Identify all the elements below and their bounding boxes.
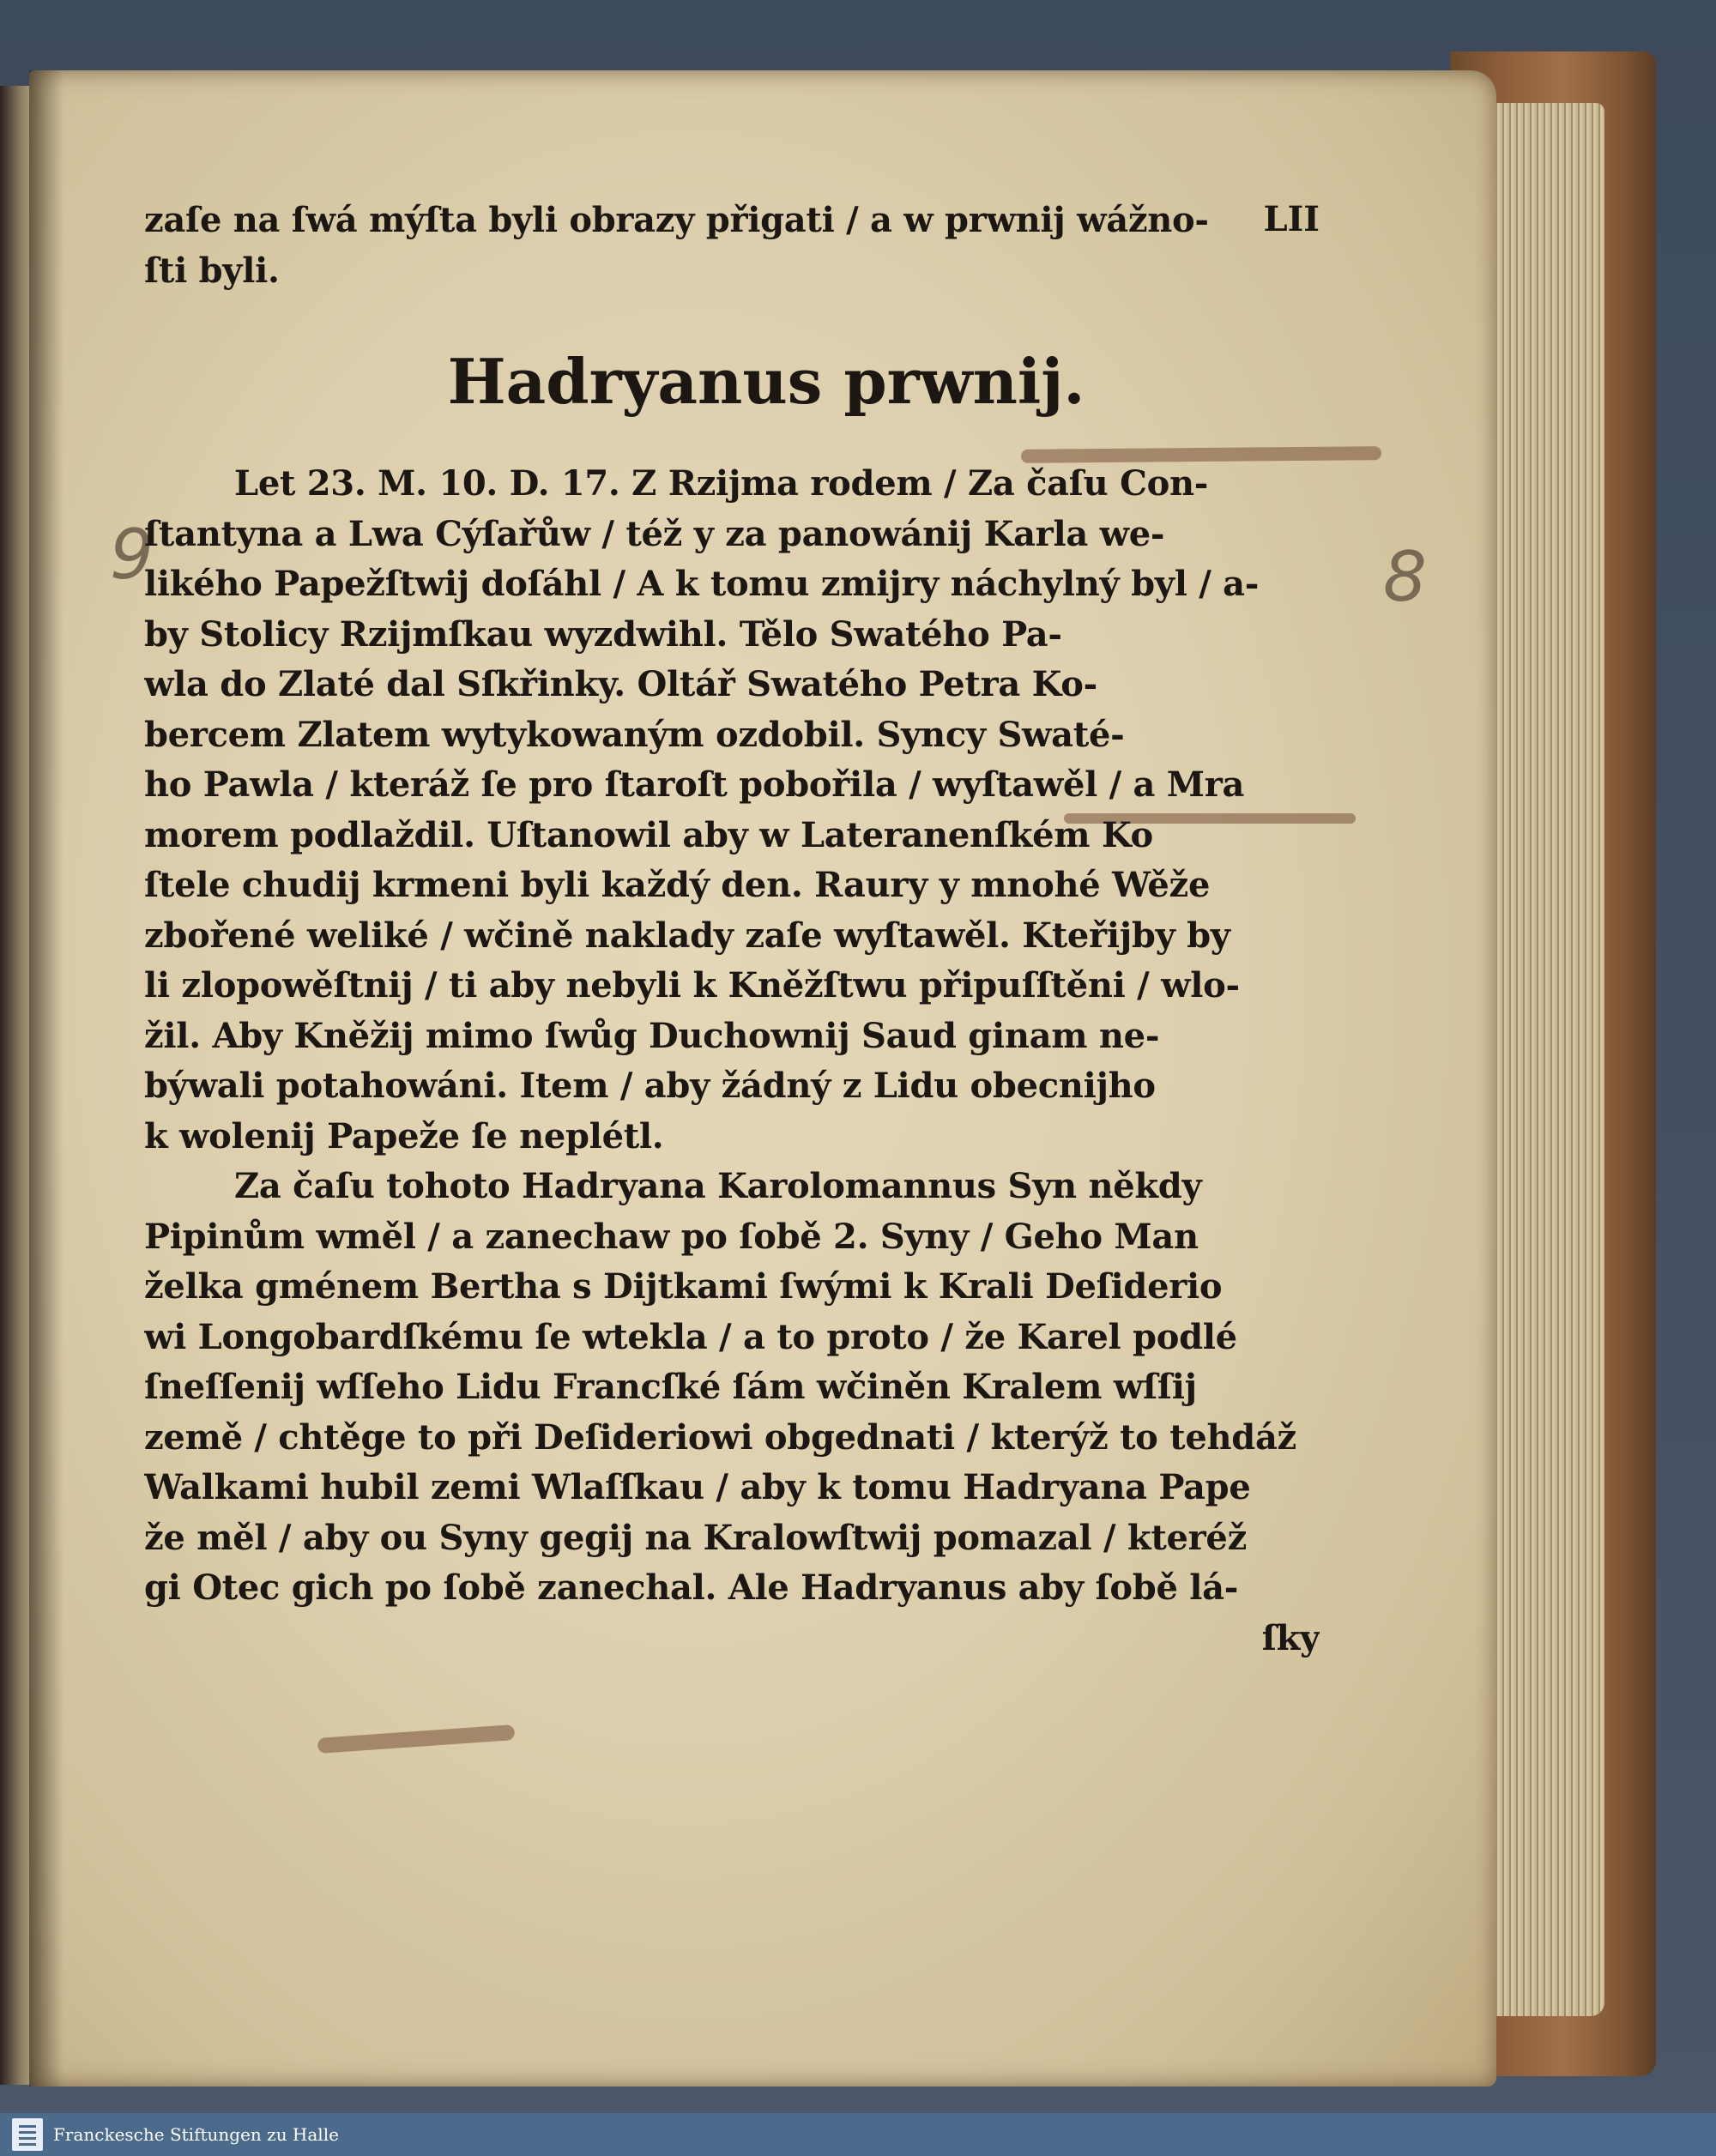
catchword: ſky bbox=[1261, 1617, 1320, 1658]
institution-logo-icon bbox=[12, 2118, 43, 2151]
text-line: země / chtěge to při Deſideriowi obgednati / kterýž to tehdáž bbox=[144, 1416, 1296, 1458]
text-line: ſneſſenij wſſeho Lidu Francſké ſám wčiněn Kralem wſſij bbox=[144, 1367, 1197, 1407]
text-line: žil. Aby Kněžij mimo ſwůg Duchownij Saud ginam ne- bbox=[144, 1015, 1160, 1056]
page-text bbox=[144, 196, 1320, 1664]
folio-number: LII bbox=[1263, 199, 1320, 239]
text-line: gi Otec gich po ſobě zanechal. Ale Hadryanus aby ſobě lá- bbox=[144, 1567, 1239, 1608]
text-line: Pipinům wměl / a zanechaw po ſobě 2. Syny / Geho Man bbox=[144, 1216, 1199, 1257]
text-line: že měl / aby ou Syny gegij na Kralowſtwij pomazal / kteréž bbox=[144, 1517, 1247, 1558]
text-line: likého Papežſtwij doſáhl / A k tomu zmijry náchylný byl / a- bbox=[144, 564, 1260, 604]
text-line: zaſe na ſwá mýſta byli obrazy přigati / a w prwnij wážno- bbox=[144, 200, 1209, 240]
margin-mark-right: 8 bbox=[1383, 537, 1427, 617]
text-line: by Stolicy Rzijmſkau wyzdwihl. Tělo Swatého Pa- bbox=[144, 613, 1062, 655]
text-line: zbořené weliké / wčině naklady zaſe wyſtawěl. Kteřijby by bbox=[144, 915, 1230, 956]
text-line: ſti byli. bbox=[144, 250, 280, 291]
gutter-shadow bbox=[29, 70, 63, 2087]
text-line: želka gménem Bertha s Dijtkami ſwými k Krali Deſiderio bbox=[144, 1266, 1223, 1307]
text-line: morem podlaždil. Uſtanowil aby w Lateranenſkém Ko bbox=[144, 814, 1153, 855]
paragraph-1 bbox=[144, 459, 1320, 1162]
text-line: ſtele chudij krmeni byli každý den. Raury y mnohé Wěže bbox=[144, 865, 1211, 905]
text-line: li zlopowěſtnij / ti aby nebyli k Kněžſtwu připuſſtěni / wlo- bbox=[144, 965, 1240, 1006]
text-line: bercem Zlatem wytykowaným ozdobil. Syncy Swaté- bbox=[144, 714, 1125, 755]
margin-mark-left: 9 bbox=[110, 515, 154, 595]
text-line: Let 23. M. 10. D. 17. Z Rzijma rodem / Za čaſu Con- bbox=[234, 463, 1209, 504]
text-line: Walkami hubil zemi Wlaſſkau / aby k tomu Hadryana Pape bbox=[144, 1467, 1251, 1507]
text-line: býwali potahowáni. Item / aby žádný z Lidu obecnijho bbox=[144, 1066, 1156, 1106]
text-line: ſtantyna a Lwa Cýſařůw / též y za panowánij Karla we- bbox=[144, 513, 1165, 554]
text-line: k wolenij Papeže ſe neplétl. bbox=[144, 1115, 664, 1157]
text-line: Za čaſu tohoto Hadryana Karolomannus Syn někdy bbox=[234, 1166, 1202, 1206]
institution-label: Franckesche Stiftungen zu Halle bbox=[53, 2124, 339, 2145]
paragraph-2 bbox=[144, 1162, 1320, 1614]
top-lines bbox=[144, 196, 1320, 296]
text-line: wi Longobardſkému ſe wtekla / a to proto / že Karel podlé bbox=[144, 1316, 1237, 1357]
section-heading: Hadryanus prwnij. bbox=[447, 345, 1085, 418]
footer-bar bbox=[0, 2113, 1716, 2156]
text-line: wla do Zlaté dal Sſkřinky. Oltář Swatého Petra Ko- bbox=[144, 664, 1097, 704]
text-line: ho Pawla / kteráž ſe pro ſtaroſt pobořila / wyſtawěl / a Mra bbox=[144, 764, 1245, 805]
